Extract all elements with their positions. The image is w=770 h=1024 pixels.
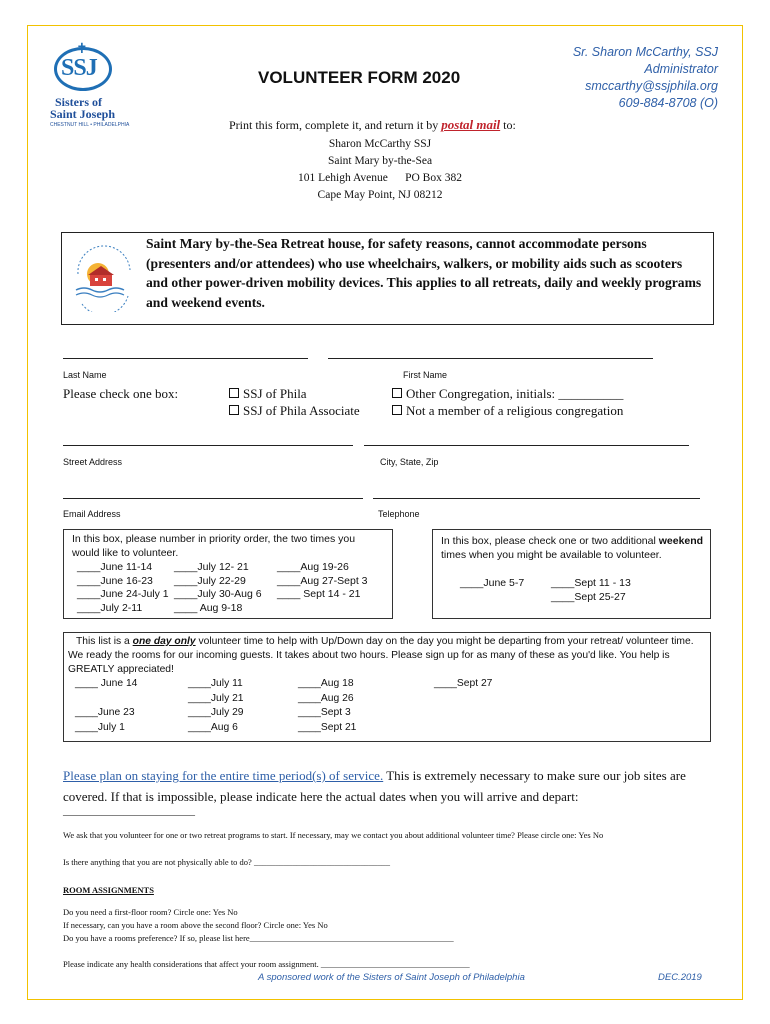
- day-option[interactable]: ____ June 14: [75, 678, 138, 689]
- not-able-question[interactable]: Is there anything that you are not physically able to do? ________________________________: [63, 857, 390, 867]
- footer-date: DEC.2019: [658, 972, 702, 983]
- room-heading: ROOM ASSIGNMENTS: [63, 885, 154, 895]
- day-option[interactable]: ____July 21: [188, 692, 244, 704]
- logo-line2: Saint Joseph: [50, 107, 116, 121]
- room-q1[interactable]: Do you need a first-floor room? Circle one: Yes No: [63, 907, 238, 917]
- weekend-bold: weekend: [658, 535, 704, 547]
- telephone-label: Telephone: [378, 509, 420, 519]
- option-label: SSJ of Phila Associate: [243, 403, 360, 418]
- contact-role: Administrator: [644, 62, 718, 76]
- date-option[interactable]: ____Aug 19-26: [277, 561, 349, 573]
- last-name-field[interactable]: [63, 358, 308, 359]
- checkbox[interactable]: [229, 405, 239, 415]
- address-line: Cape May Point, NJ 08212: [317, 189, 443, 201]
- street-address-label: Street Address: [63, 457, 123, 467]
- date-option[interactable]: ____June 11-14: [77, 561, 153, 573]
- form-title: VOLUNTEER FORM 2020: [258, 68, 461, 87]
- city-state-zip-field[interactable]: [364, 445, 689, 446]
- last-name-label: Last Name: [63, 370, 107, 380]
- room-q2[interactable]: If necessary, can you have a room above the second floor? Circle one: Yes No: [63, 920, 328, 930]
- one-day-pre: This list is a: [76, 636, 133, 647]
- weekend-intro: [441, 535, 706, 562]
- weekend-intro-2: times when you might be available to volunteer.: [441, 548, 662, 561]
- weekend-option[interactable]: ____Sept 25-27: [551, 590, 626, 603]
- instructions-suffix: to:: [500, 118, 516, 132]
- instructions: [229, 117, 516, 133]
- date-option[interactable]: ____July 12- 21: [174, 561, 249, 573]
- priority-col2: [174, 561, 262, 615]
- mailing-address: [270, 136, 490, 204]
- plan-highlight: Please plan on staying for the entire time period(s) of service.: [63, 768, 384, 783]
- contact-block: [573, 44, 718, 112]
- one-day-intro: [68, 635, 708, 677]
- option-label: Not a member of a religious congregation: [406, 403, 624, 418]
- logo-line1: Sisters of: [55, 95, 102, 109]
- date-option[interactable]: ____ Sept 14 - 21: [277, 588, 361, 600]
- date-option[interactable]: ____Aug 27-Sept 3: [277, 574, 368, 587]
- date-option[interactable]: ____July 2-11: [77, 601, 143, 614]
- day-option[interactable]: ____Aug 18: [298, 678, 354, 689]
- date-option[interactable]: ____June 24-July 1: [77, 588, 169, 600]
- address-line: Saint Mary by-the-Sea: [327, 155, 433, 167]
- cross-icon: ✝: [76, 42, 88, 57]
- first-name-label: First Name: [403, 370, 448, 380]
- day-option[interactable]: ____July 11: [188, 678, 243, 689]
- priority-col1: [77, 561, 169, 615]
- plan-paragraph: [63, 765, 713, 807]
- one-day-col1: [75, 677, 137, 735]
- day-option[interactable]: ____June 23: [75, 707, 135, 718]
- option-ssj-associate[interactable]: [229, 403, 360, 419]
- contact-name: Sr. Sharon McCarthy, SSJ: [572, 45, 718, 59]
- one-day-post: volunteer time to help with Up/Down day on the day you might be departing from your retreat/ volunteer time. We ready the rooms for our incoming guests. It takes about two hours. Please sign up for as many of these as you'd like. You help is GREATLY appreciated!: [68, 636, 694, 675]
- telephone-field[interactable]: [373, 498, 700, 499]
- date-option[interactable]: ____July 22-29: [174, 574, 246, 587]
- volunteer-again-question: We ask that you volunteer for one or two retreat programs to start. If necessary, may we contact you about additional volunteer time? Please circle one: Yes No: [63, 830, 604, 840]
- one-day-col3: [298, 677, 356, 735]
- notice-text: Saint Mary by-the-Sea Retreat house, for safety reasons, cannot accommodate persons (presenters and/or attendees) who use wheelchairs, walkers, or mobility aids such as scooters and other power-driven mobility devices. This applies to all retreats, daily and weekly programs and weekend events.: [146, 236, 702, 310]
- footer-sponsor: A sponsored work of the Sisters of Saint Joseph of Philadelphia: [258, 972, 525, 983]
- retreat-house-logo-icon: [68, 240, 140, 312]
- day-option[interactable]: ____Sept 21: [298, 721, 357, 733]
- check-one-prompt: Please check one box:: [63, 386, 179, 401]
- instructions-emphasis: postal mail: [441, 117, 501, 132]
- option-label: SSJ of Phila: [243, 386, 307, 401]
- logo-mark: SSJ: [61, 55, 97, 81]
- day-option: [75, 692, 137, 707]
- checkbox[interactable]: [229, 388, 239, 398]
- arrive-depart-field[interactable]: ________________________: [63, 805, 195, 817]
- weekend-intro-1: In this box, please check one or two additional: [441, 535, 656, 547]
- one-day-emph: one day only: [132, 636, 196, 647]
- contact-phone: 609-884-8708 (O): [618, 96, 718, 110]
- option-not-member[interactable]: [392, 403, 623, 419]
- day-option[interactable]: ____Aug 26: [298, 692, 354, 704]
- checkbox[interactable]: [392, 388, 402, 398]
- date-option[interactable]: ____June 16-23: [77, 574, 153, 587]
- plan-rest: This is extremely necessary to make sure our job sites are covered. If that is impossible, please indicate here the actual dates when you will arrive and depart:: [63, 768, 686, 804]
- option-other-congregation[interactable]: [392, 386, 623, 402]
- room-q4[interactable]: Please indicate any health considerations that affect your room assignment. ___________________________________: [63, 959, 470, 969]
- email-label: Email Address: [63, 509, 121, 519]
- day-option[interactable]: ____Sept 27: [434, 678, 493, 689]
- room-q3[interactable]: Do you have a rooms preference? If so, please list here________________________________________________: [63, 933, 454, 943]
- priority-col3: [277, 561, 368, 602]
- email-field[interactable]: [63, 498, 363, 499]
- date-option[interactable]: ____July 30-Aug 6: [174, 588, 262, 600]
- day-option[interactable]: ____July 1: [75, 721, 125, 733]
- day-option[interactable]: ____July 29: [188, 707, 244, 718]
- weekend-col1: [460, 577, 524, 591]
- checkbox[interactable]: [392, 405, 402, 415]
- ssj-logo: [50, 43, 130, 133]
- priority-intro: In this box, please number in priority order, the two times you would like to volunteer.: [72, 533, 356, 559]
- address-line: 101 Lehigh Avenue PO Box 382: [298, 172, 462, 184]
- one-day-col2: [188, 677, 244, 735]
- instructions-prefix: Print this form, complete it, and return it by: [229, 118, 442, 132]
- logo-line3: CHESTNUT HILL • PHILADELPHIA: [50, 122, 130, 128]
- date-option[interactable]: ____ Aug 9-18: [174, 601, 243, 614]
- option-label: Other Congregation, initials: __________: [406, 386, 624, 401]
- day-option[interactable]: ____Sept 3: [298, 707, 351, 718]
- option-ssj-phila[interactable]: [229, 386, 307, 402]
- weekend-option[interactable]: ____June 5-7: [460, 577, 525, 589]
- address-line: Sharon McCarthy SSJ: [328, 138, 432, 150]
- first-name-field[interactable]: [328, 358, 653, 359]
- day-option[interactable]: ____Aug 6: [188, 721, 238, 733]
- street-address-field[interactable]: [63, 445, 353, 446]
- one-day-col4: [434, 677, 492, 692]
- contact-email[interactable]: smccarthy@ssjphila.org: [585, 79, 718, 93]
- weekend-col2: [551, 577, 631, 604]
- weekend-option[interactable]: ____Sept 11 - 13: [551, 577, 631, 589]
- city-state-zip-label: City, State, Zip: [380, 457, 439, 467]
